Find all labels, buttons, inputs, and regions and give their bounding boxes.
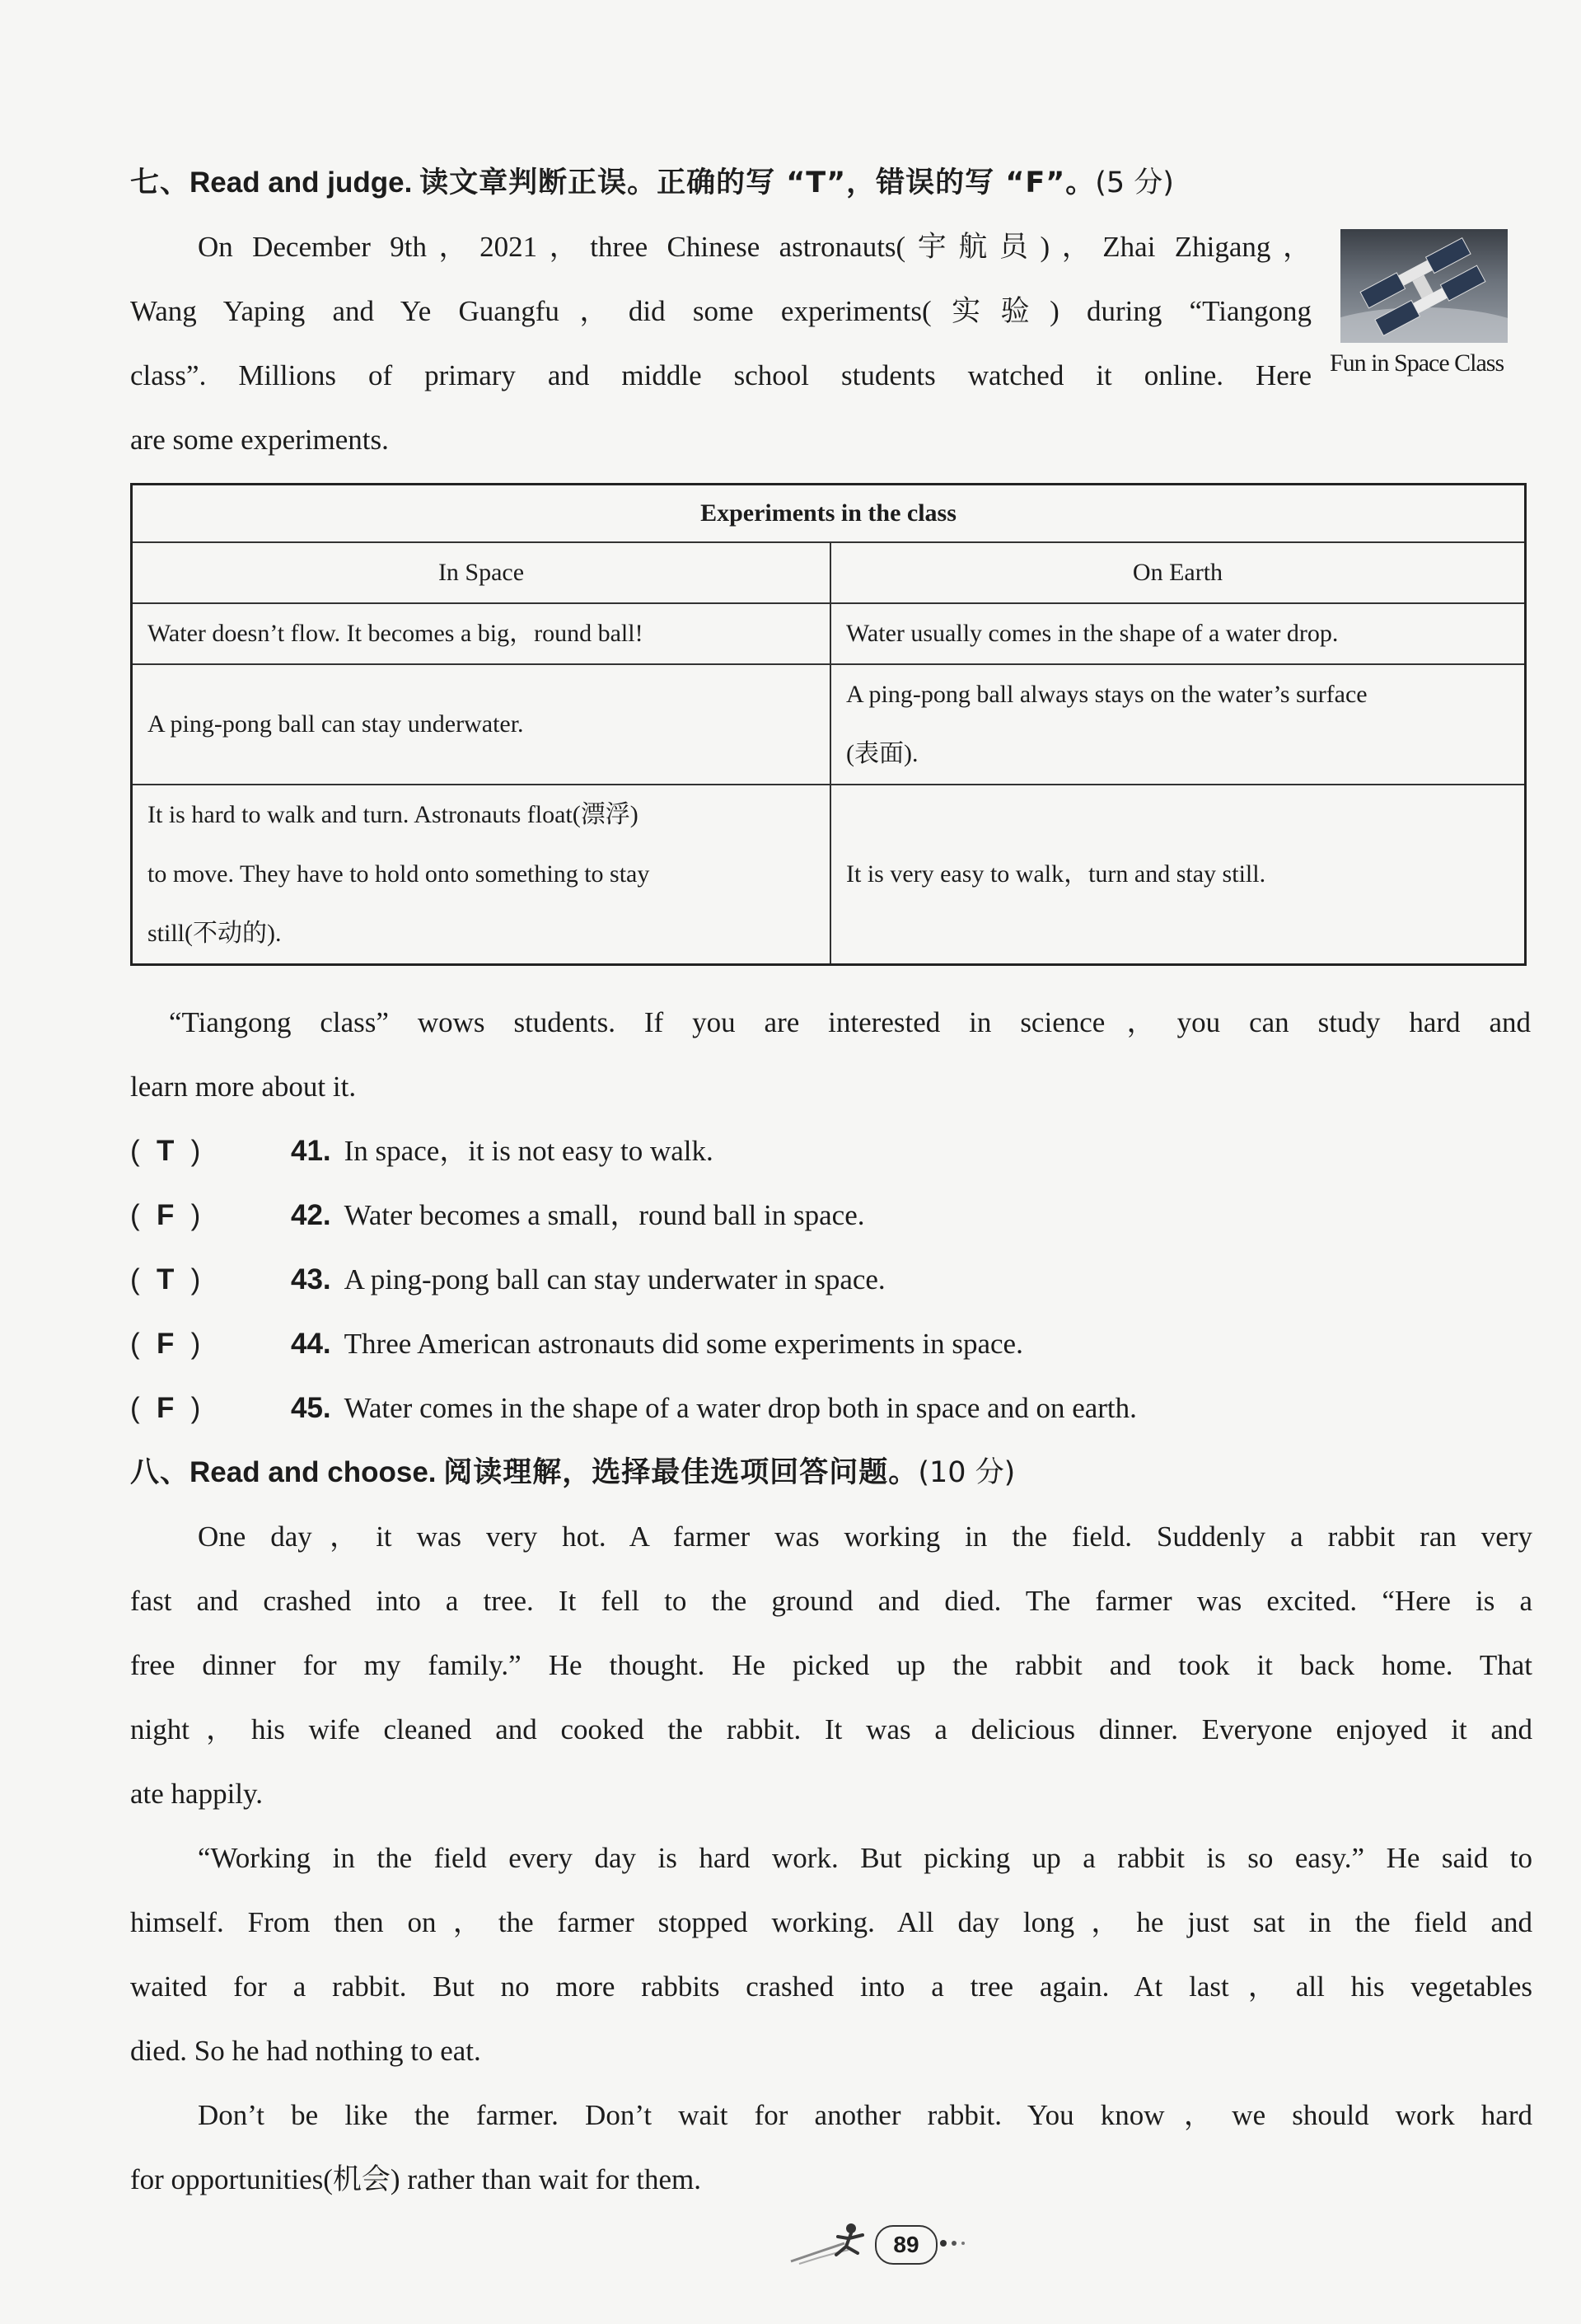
question-text: Three American astronauts did some experiments in space. [344,1328,1023,1360]
cell-line: Water usually comes in the shape of a water drop. [846,620,1339,647]
section8-heading [130,1455,1015,1491]
intro-line-4: are some experiments. [130,424,389,456]
closing-line-2: learn more about it. [130,1071,357,1103]
story-line-5: ate happily. [130,1778,264,1810]
story-line-2: fast and crashed into a tree. It fell to the ground and died. The farmer was excited. “Here is a [130,1585,1532,1617]
table-cell-earth [830,785,1526,965]
answer-value: F [156,1328,175,1360]
question-number: 44. [291,1328,331,1360]
table-row [132,603,1526,664]
section8-number: 八、 [130,1456,190,1489]
cell-line: (表面). [846,740,919,767]
question-number: 42. [291,1199,331,1231]
question-number: 41. [291,1135,331,1167]
question-43 [130,1262,886,1298]
section8-points: (10 分) [918,1456,1016,1489]
question-text: A ping-pong ball can stay underwater in space. [344,1263,886,1296]
story-line-11: for opportunities(机会) rather than wait for them. [130,2163,701,2195]
question-text: Water becomes a small，round ball in space. [344,1199,865,1231]
story-line-6: “Working in the field every day is hard work. But picking up a rabbit is so easy.” He said to [198,1842,1532,1874]
section8-title-en: Read and choose. [189,1456,437,1488]
section7-title-zh: 读文章判断正误。正确的写 “T”，错误的写 “F”。 [419,166,1096,199]
column-header-earth: On Earth [830,542,1526,603]
story-line-7: himself. From then on，the farmer stopped working. All day long，he just sat in the field and [130,1906,1532,1938]
table-row [132,664,1526,785]
cell-line: A ping-pong ball always stays on the water’s surface [846,681,1368,708]
closing-line-1: “Tiangong class” wows students. If you are interested in science，you can study hard and [169,1006,1531,1038]
intro-line-2: Wang Yaping and Ye Guangfu，did some experiments(实验) during “Tiangong [130,295,1312,327]
cell-line: A ping-pong ball can stay underwater. [147,710,524,738]
question-41 [130,1133,713,1169]
answer-blank[interactable]: ( T ) [130,1262,291,1298]
space-station-photo [1340,229,1508,343]
answer-blank[interactable]: ( F ) [130,1390,291,1427]
cell-line: Water doesn’t flow. It becomes a big，round ball! [147,620,643,647]
answer-blank[interactable]: ( T ) [130,1133,291,1169]
table-title: Experiments in the class [132,485,1526,543]
table-cell-earth [830,603,1526,664]
question-text: Water comes in the shape of a water drop both in space and on earth. [344,1392,1137,1424]
table-cell-space [132,664,831,785]
answer-value: F [156,1392,175,1424]
answer-blank[interactable]: ( F ) [130,1326,291,1362]
dots-icon [939,2238,972,2248]
cell-line: still(不动的). [147,920,282,947]
question-42 [130,1197,865,1234]
experiments-table [130,483,1527,966]
intro-line-3: class”. Millions of primary and middle school students watched it online. Here [130,359,1312,391]
table-cell-space [132,603,831,664]
question-45 [130,1390,1137,1427]
question-number: 43. [291,1263,331,1296]
cell-line: It is very easy to walk，turn and stay still. [846,860,1266,888]
intro-line-1: On December 9th，2021，three Chinese astronauts(宇航员)，Zhai Zhigang， [198,231,1312,263]
section7-number: 七、 [130,166,190,199]
table-cell-space [132,785,831,965]
answer-value: T [156,1263,175,1296]
answer-value: T [156,1135,175,1167]
photo-caption: Fun in Space Class [1330,349,1504,377]
story-line-1: One day，it was very hot. A farmer was working in the field. Suddenly a rabbit ran very [198,1520,1532,1553]
space-station-icon [1340,229,1508,343]
section7-heading [130,165,1174,201]
story-line-10: Don’t be like the farmer. Don’t wait for another rabbit. You know，we should work hard [198,2099,1532,2131]
cell-line: to move. They have to hold onto something to stay [147,860,650,888]
story-line-8: waited for a rabbit. But no more rabbits crashed into a tree again. At last，all his vegetables [130,1970,1532,2003]
story-line-9: died. So he had nothing to eat. [130,2035,481,2067]
column-header-space: In Space [132,542,831,603]
section7-title-en: Read and judge. [189,166,413,199]
answer-value: F [156,1199,175,1231]
question-text: In space，it is not easy to walk. [344,1135,713,1167]
cell-line: It is hard to walk and turn. Astronauts float(漂浮) [147,801,638,828]
section8-title-zh: 阅读理解，选择最佳选项回答问题。 [443,1456,919,1489]
section7-points: (5 分) [1095,166,1174,199]
question-number: 45. [291,1392,331,1424]
story-line-3: free dinner for my family.” He thought. He picked up the rabbit and took it back home. That [130,1649,1532,1681]
question-44 [130,1326,1023,1362]
story-line-4: night，his wife cleaned and cooked the rabbit. It was a delicious dinner. Everyone enjoyed it and [130,1713,1532,1745]
runner-logo-icon [787,2219,877,2268]
page-number: 89 [875,2225,938,2265]
table-cell-earth [830,664,1526,785]
answer-blank[interactable]: ( F ) [130,1197,291,1234]
table-row [132,785,1526,965]
